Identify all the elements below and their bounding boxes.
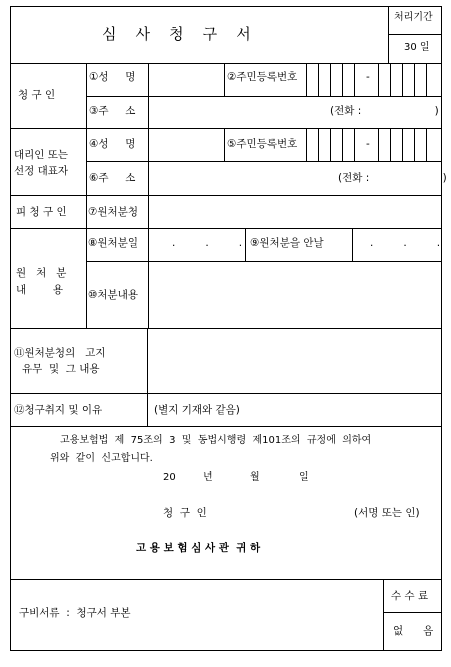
claimant-name-label: ①성 명 [89,71,136,83]
claimant-phone: (전화 : ) [330,105,439,117]
declaration-line-2: 위와 같이 신고합니다. [50,453,153,464]
respondent-agency-label: ⑦원처분청 [88,206,138,218]
representative-rrn-label: ⑤주민등록번호 [227,138,298,150]
column-divider [86,228,87,328]
fee-value: 없 음 [393,625,434,637]
representative-rrn-field[interactable] [307,129,441,160]
claimant-name-field[interactable] [149,64,223,95]
declaration-date-day-unit: 일 [299,472,309,483]
processing-period-label: 처리기간 [394,12,433,23]
representative-rrn-dash: - [366,138,370,150]
processing-period-value: 30 일 [404,42,430,53]
row-divider [388,34,442,35]
claimant-address-label: ③주 소 [89,105,136,117]
disposition-known-label: ⑨원처분을 안날 [250,237,324,249]
representative-section-label-1: 대리인 또는 [14,149,69,161]
notice-label-1: ⑪원처분청의 고지 [14,347,106,359]
declaration-date-month-unit: 월 [250,472,260,483]
claimant-rrn-label: ②주민등록번호 [227,71,298,83]
representative-phone: (전화 : ) [338,172,447,184]
column-divider [224,128,225,161]
row-divider [10,426,442,427]
declaration-addressee: 고 용 보 험 심 사 관 귀 하 [136,542,261,554]
form-title: 심 사 청 구 서 [102,25,251,43]
declaration-sign-label: (서명 또는 인) [354,507,420,519]
notice-label-2: 유무 및 그 내용 [22,363,100,375]
column-divider [224,63,225,96]
column-divider [245,228,246,261]
claimant-rrn-field[interactable] [307,64,441,95]
disposition-known-value: . . . [370,237,441,249]
row-divider [383,612,442,613]
attachments-label: 구비서류 : 청구서 부본 [19,607,131,619]
purpose-label: ⑫청구취지 및 이유 [14,404,103,416]
declaration-date-year-unit: 년 [203,472,213,483]
disposition-date-label: ⑧원처분일 [88,237,138,249]
disposition-date-value: . . . [172,237,243,249]
representative-address-label: ⑥주 소 [89,172,136,184]
fee-label: 수 수 료 [391,590,429,602]
declaration-line-1: 고용보험법 제 75조의 3 및 동법시행령 제101조의 규정에 의하여 [60,435,372,446]
disposition-section-label-1: 원 처 분 [16,267,67,279]
claimant-section-label: 청 구 인 [18,89,56,101]
disposition-section-label-2: 내 용 [16,284,63,296]
column-divider [388,6,389,63]
row-divider [10,579,442,580]
representative-name-field[interactable] [149,129,223,160]
declaration-claimant-label: 청 구 인 [163,507,207,519]
claimant-rrn-dash: - [366,71,370,83]
respondent-agency-field[interactable] [149,196,441,227]
purpose-value: (별지 기재와 같음) [154,404,240,416]
representative-name-label: ④성 명 [89,138,136,150]
representative-section-label-2: 선정 대표자 [14,165,69,177]
row-divider [10,393,442,394]
declaration-signature-field[interactable] [225,500,350,522]
column-divider [86,63,87,228]
column-divider [383,579,384,651]
respondent-section-label: 피 청 구 인 [16,206,67,218]
disposition-content-field[interactable] [149,262,441,327]
notice-field[interactable] [148,329,441,392]
declaration-date-year: 20 [163,472,176,483]
disposition-content-label: ⑩처분내용 [88,289,138,301]
